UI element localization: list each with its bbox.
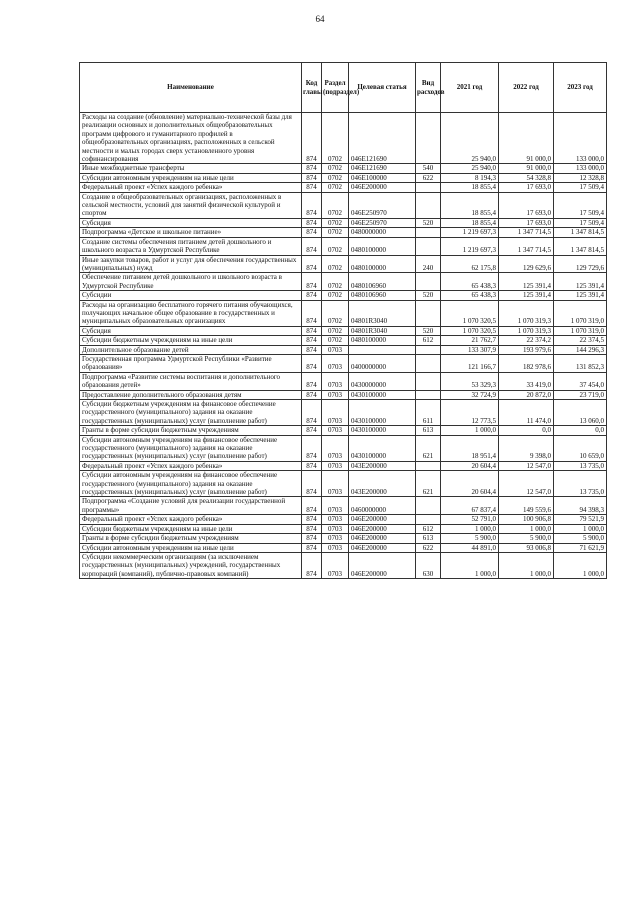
cell-vid: 520	[416, 326, 441, 335]
cell-glava: 874	[302, 255, 322, 273]
cell-glava: 874	[302, 435, 322, 461]
cell-vid	[416, 345, 441, 354]
cell-glava: 874	[302, 192, 322, 218]
cell-statya: 04801R3040	[349, 300, 416, 326]
cell-2023: 1 000,0	[554, 552, 607, 578]
table-row	[80, 273, 607, 291]
cell-statya: 046E100000	[349, 173, 416, 182]
cell-name: Создание в общеобразовательных организациях, расположенных в сельской местности, условий для занятий физической культурой и спортом	[80, 192, 302, 218]
cell-statya: 043E200000	[349, 461, 416, 470]
cell-2021: 18 951,4	[441, 435, 499, 461]
cell-2022: 22 374,2	[499, 336, 554, 345]
cell-2021: 121 166,7	[441, 354, 499, 372]
cell-name: Субсидии автономным учреждениям на иные цели	[80, 543, 302, 552]
cell-2021: 5 900,0	[441, 534, 499, 543]
cell-razdel: 0703	[322, 345, 349, 354]
cell-razdel: 0702	[322, 183, 349, 192]
cell-statya: 046E121690	[349, 164, 416, 173]
cell-2023: 1 347 814,5	[554, 228, 607, 237]
cell-name: Субсидии некоммерческим организациям (за исключением государственных (муниципальных) учреждений, государственных корпораций (компаний), публично-правовых компаний)	[80, 552, 302, 578]
cell-statya: 046E200000	[349, 183, 416, 192]
cell-razdel: 0702	[322, 164, 349, 173]
table-row	[80, 164, 607, 173]
cell-vid: 520	[416, 291, 441, 300]
table-row	[80, 515, 607, 524]
cell-glava: 874	[302, 372, 322, 390]
cell-2022: 93 006,8	[499, 543, 554, 552]
cell-statya: 046E200000	[349, 515, 416, 524]
cell-name: Федеральный проект «Успех каждого ребенка»	[80, 183, 302, 192]
cell-2022: 1 000,0	[499, 524, 554, 533]
cell-glava: 874	[302, 515, 322, 524]
cell-2022: 1 000,0	[499, 552, 554, 578]
cell-glava: 874	[302, 497, 322, 515]
cell-2021: 1 000,0	[441, 524, 499, 533]
cell-2023: 13 735,0	[554, 461, 607, 470]
cell-glava: 874	[302, 173, 322, 182]
table-row	[80, 291, 607, 300]
cell-name: Подпрограмма «Детское и школьное питание»	[80, 228, 302, 237]
table-row	[80, 237, 607, 255]
table-row	[80, 471, 607, 497]
cell-glava: 874	[302, 113, 322, 164]
table-row	[80, 426, 607, 435]
cell-2023: 125 391,4	[554, 273, 607, 291]
cell-name: Субсидии автономным учреждениям на иные цели	[80, 173, 302, 182]
cell-glava: 874	[302, 300, 322, 326]
table-row	[80, 113, 607, 164]
cell-name: Иные закупки товаров, работ и услуг для обеспечения государственных (муниципальных) нужд	[80, 255, 302, 273]
cell-razdel: 0703	[322, 461, 349, 470]
table-row	[80, 552, 607, 578]
cell-vid	[416, 273, 441, 291]
cell-glava: 874	[302, 390, 322, 399]
cell-2023: 144 296,3	[554, 345, 607, 354]
table-row	[80, 354, 607, 372]
cell-name: Субсидии бюджетным учреждениям на иные цели	[80, 524, 302, 533]
cell-2022: 17 693,0	[499, 218, 554, 227]
cell-vid: 621	[416, 435, 441, 461]
cell-2022: 1 347 714,5	[499, 228, 554, 237]
cell-razdel: 0703	[322, 400, 349, 426]
cell-statya	[349, 345, 416, 354]
cell-statya: 0430100000	[349, 426, 416, 435]
cell-2022: 20 872,0	[499, 390, 554, 399]
cell-2022: 17 693,0	[499, 183, 554, 192]
cell-name: Государственная программа Удмуртской Республики «Развитие образования»	[80, 354, 302, 372]
cell-statya: 043E200000	[349, 471, 416, 497]
cell-2023: 22 374,5	[554, 336, 607, 345]
cell-statya: 0480000000	[349, 228, 416, 237]
cell-razdel: 0702	[322, 113, 349, 164]
cell-statya: 0400000000	[349, 354, 416, 372]
cell-2021: 53 329,3	[441, 372, 499, 390]
cell-razdel: 0702	[322, 218, 349, 227]
table-row	[80, 228, 607, 237]
cell-vid	[416, 192, 441, 218]
cell-glava: 874	[302, 273, 322, 291]
cell-statya: 046E200000	[349, 543, 416, 552]
cell-2021: 44 891,0	[441, 543, 499, 552]
cell-2021: 65 438,3	[441, 273, 499, 291]
cell-statya: 0480106960	[349, 273, 416, 291]
cell-2021: 8 194,3	[441, 173, 499, 182]
cell-glava: 874	[302, 534, 322, 543]
table-row	[80, 183, 607, 192]
cell-razdel: 0702	[322, 237, 349, 255]
cell-vid: 612	[416, 336, 441, 345]
cell-2021: 62 175,8	[441, 255, 499, 273]
cell-2021: 18 855,4	[441, 192, 499, 218]
cell-name: Предоставление дополнительного образования детям	[80, 390, 302, 399]
table-body	[80, 113, 607, 579]
cell-statya: 046E250970	[349, 192, 416, 218]
cell-vid	[416, 183, 441, 192]
cell-razdel: 0703	[322, 524, 349, 533]
cell-2022: 12 547,0	[499, 471, 554, 497]
cell-glava: 874	[302, 237, 322, 255]
cell-2021: 1 070 320,5	[441, 300, 499, 326]
cell-vid	[416, 300, 441, 326]
table-row	[80, 435, 607, 461]
cell-statya: 0480100000	[349, 237, 416, 255]
cell-2022: 1 070 319,3	[499, 300, 554, 326]
cell-vid	[416, 497, 441, 515]
cell-statya: 0430100000	[349, 435, 416, 461]
table-header	[80, 63, 607, 113]
cell-statya: 0480100000	[349, 336, 416, 345]
cell-name: Субсидия	[80, 326, 302, 335]
cell-statya: 046E250970	[349, 218, 416, 227]
cell-vid: 613	[416, 426, 441, 435]
cell-vid	[416, 515, 441, 524]
col-header-statya: Целевая статья	[349, 63, 416, 113]
cell-razdel: 0703	[322, 534, 349, 543]
cell-razdel: 0702	[322, 326, 349, 335]
cell-vid: 613	[416, 534, 441, 543]
cell-2021: 12 773,5	[441, 400, 499, 426]
table-row	[80, 345, 607, 354]
cell-2022: 129 629,6	[499, 255, 554, 273]
cell-2022: 100 906,8	[499, 515, 554, 524]
cell-statya: 046E200000	[349, 552, 416, 578]
cell-2021: 1 219 697,3	[441, 228, 499, 237]
col-header-2022: 2022 год	[499, 63, 554, 113]
header-row	[80, 63, 607, 113]
cell-2021: 133 307,9	[441, 345, 499, 354]
cell-2023: 94 398,3	[554, 497, 607, 515]
cell-2021: 1 219 697,3	[441, 237, 499, 255]
cell-vid: 612	[416, 524, 441, 533]
cell-glava: 874	[302, 164, 322, 173]
cell-statya: 046E121690	[349, 113, 416, 164]
cell-statya: 046E200000	[349, 534, 416, 543]
cell-statya: 0430000000	[349, 372, 416, 390]
cell-glava: 874	[302, 543, 322, 552]
cell-razdel: 0702	[322, 192, 349, 218]
cell-glava: 874	[302, 471, 322, 497]
cell-2022: 9 398,0	[499, 435, 554, 461]
cell-glava: 874	[302, 400, 322, 426]
cell-razdel: 0703	[322, 354, 349, 372]
cell-glava: 874	[302, 426, 322, 435]
col-header-vid: Вид расходов	[416, 63, 441, 113]
cell-2022: 125 391,4	[499, 291, 554, 300]
cell-statya: 04801R3040	[349, 326, 416, 335]
cell-statya: 0430100000	[349, 400, 416, 426]
cell-2021: 18 855,4	[441, 183, 499, 192]
cell-2021: 1 070 320,5	[441, 326, 499, 335]
cell-razdel: 0703	[322, 471, 349, 497]
col-header-2021: 2021 год	[441, 63, 499, 113]
cell-2023: 0,0	[554, 426, 607, 435]
cell-razdel: 0702	[322, 336, 349, 345]
table-row	[80, 326, 607, 335]
cell-vid	[416, 237, 441, 255]
cell-2021: 1 000,0	[441, 426, 499, 435]
cell-vid	[416, 354, 441, 372]
cell-name: Дополнительное образование детей	[80, 345, 302, 354]
table-row	[80, 543, 607, 552]
cell-razdel: 0703	[322, 515, 349, 524]
cell-2022: 91 000,0	[499, 113, 554, 164]
cell-name: Обеспечение питанием детей дошкольного и школьного возраста в Удмуртской Республике	[80, 273, 302, 291]
cell-vid	[416, 390, 441, 399]
cell-razdel: 0703	[322, 426, 349, 435]
cell-2021: 21 762,7	[441, 336, 499, 345]
cell-name: Субсидии бюджетным учреждениям на финансовое обеспечение государственного (муниципального) задания на оказание государственных (муниципальных) услуг (выполнение работ)	[80, 400, 302, 426]
cell-glava: 874	[302, 228, 322, 237]
cell-2021: 67 837,4	[441, 497, 499, 515]
cell-razdel: 0703	[322, 497, 349, 515]
cell-name: Иные межбюджетные трансферты	[80, 164, 302, 173]
cell-vid: 622	[416, 173, 441, 182]
cell-name: Создание системы обеспечения питанием детей дошкольного и школьного возраста в Удмуртской Республике	[80, 237, 302, 255]
cell-vid: 540	[416, 164, 441, 173]
cell-2022: 5 900,0	[499, 534, 554, 543]
cell-2022: 125 391,4	[499, 273, 554, 291]
cell-glava: 874	[302, 461, 322, 470]
col-header-name: Наименование	[80, 63, 302, 113]
cell-2023: 129 729,6	[554, 255, 607, 273]
cell-2023: 12 328,8	[554, 173, 607, 182]
cell-glava: 874	[302, 354, 322, 372]
cell-2021: 32 724,9	[441, 390, 499, 399]
cell-glava: 874	[302, 336, 322, 345]
cell-name: Подпрограмма «Развитие системы воспитания и дополнительного образования детей»	[80, 372, 302, 390]
cell-2023: 1 070 319,0	[554, 326, 607, 335]
cell-2022: 1 070 319,3	[499, 326, 554, 335]
budget-table	[79, 62, 607, 579]
cell-glava: 874	[302, 552, 322, 578]
cell-2023: 37 454,0	[554, 372, 607, 390]
table-row	[80, 461, 607, 470]
cell-glava: 874	[302, 183, 322, 192]
cell-name: Субсидии бюджетным учреждениям на иные цели	[80, 336, 302, 345]
cell-vid: 611	[416, 400, 441, 426]
cell-glava: 874	[302, 524, 322, 533]
cell-2021: 25 940,0	[441, 164, 499, 173]
cell-2022: 91 000,0	[499, 164, 554, 173]
table-row	[80, 336, 607, 345]
cell-2022: 54 328,8	[499, 173, 554, 182]
cell-2021: 20 604,4	[441, 461, 499, 470]
cell-2021: 1 000,0	[441, 552, 499, 578]
cell-name: Гранты в форме субсидии бюджетным учреждениям	[80, 426, 302, 435]
cell-2022: 182 978,6	[499, 354, 554, 372]
cell-2022: 17 693,0	[499, 192, 554, 218]
cell-2023: 71 621,9	[554, 543, 607, 552]
cell-2023: 10 659,0	[554, 435, 607, 461]
cell-name: Федеральный проект «Успех каждого ребенка»	[80, 515, 302, 524]
cell-vid	[416, 113, 441, 164]
cell-2021: 65 438,3	[441, 291, 499, 300]
cell-2023: 13 735,0	[554, 471, 607, 497]
cell-2021: 18 855,4	[441, 218, 499, 227]
table-row	[80, 534, 607, 543]
cell-vid	[416, 228, 441, 237]
cell-2023: 17 509,4	[554, 192, 607, 218]
cell-name: Субсидии автономным учреждениям на финансовое обеспечение государственного (муниципального) задания на оказание государственных (муниципальных) услуг (выполнение работ)	[80, 471, 302, 497]
cell-statya: 046E200000	[349, 524, 416, 533]
cell-2023: 131 852,3	[554, 354, 607, 372]
cell-2023: 1 070 319,0	[554, 300, 607, 326]
table-row	[80, 400, 607, 426]
cell-razdel: 0702	[322, 228, 349, 237]
table-row	[80, 497, 607, 515]
col-header-glava: Код главы	[302, 63, 322, 113]
cell-glava: 874	[302, 345, 322, 354]
cell-glava: 874	[302, 326, 322, 335]
cell-razdel: 0702	[322, 273, 349, 291]
cell-2023: 1 347 814,5	[554, 237, 607, 255]
cell-vid: 630	[416, 552, 441, 578]
cell-name: Подпрограмма «Создание условий для реализации государственной программы»	[80, 497, 302, 515]
cell-2022: 33 419,0	[499, 372, 554, 390]
col-header-2023: 2023 год	[554, 63, 607, 113]
page-number: 64	[315, 14, 325, 24]
cell-2023: 125 391,4	[554, 291, 607, 300]
cell-name: Федеральный проект «Успех каждого ребенка»	[80, 461, 302, 470]
cell-vid: 622	[416, 543, 441, 552]
table-row	[80, 218, 607, 227]
cell-vid: 240	[416, 255, 441, 273]
cell-razdel: 0702	[322, 300, 349, 326]
cell-statya: 0460000000	[349, 497, 416, 515]
cell-2022: 149 559,6	[499, 497, 554, 515]
cell-vid	[416, 372, 441, 390]
cell-vid: 621	[416, 471, 441, 497]
cell-2022: 11 474,0	[499, 400, 554, 426]
cell-2023: 17 509,4	[554, 183, 607, 192]
table-row	[80, 390, 607, 399]
cell-2022: 12 547,0	[499, 461, 554, 470]
cell-2023: 17 509,4	[554, 218, 607, 227]
table-row	[80, 173, 607, 182]
cell-razdel: 0702	[322, 255, 349, 273]
cell-2021: 52 791,0	[441, 515, 499, 524]
cell-2023: 23 719,0	[554, 390, 607, 399]
cell-razdel: 0703	[322, 372, 349, 390]
cell-statya: 0480106960	[349, 291, 416, 300]
cell-vid	[416, 461, 441, 470]
cell-2023: 133 000,0	[554, 164, 607, 173]
cell-name: Субсидии автономным учреждениям на финансовое обеспечение государственного (муниципального) задания на оказание государственных (муниципальных) услуг (выполнение работ)	[80, 435, 302, 461]
cell-2022: 1 347 714,5	[499, 237, 554, 255]
table-row	[80, 300, 607, 326]
cell-2021: 25 940,0	[441, 113, 499, 164]
table-row	[80, 372, 607, 390]
cell-vid: 520	[416, 218, 441, 227]
cell-name: Расходы на организацию бесплатного горячего питания обучающихся, получающих начальное общее образование в государственных и муниципальных образовательных организациях	[80, 300, 302, 326]
cell-2022: 0,0	[499, 426, 554, 435]
cell-name: Субсидия	[80, 218, 302, 227]
cell-razdel: 0703	[322, 543, 349, 552]
cell-razdel: 0703	[322, 390, 349, 399]
table-row	[80, 192, 607, 218]
cell-2023: 1 000,0	[554, 524, 607, 533]
cell-razdel: 0702	[322, 291, 349, 300]
cell-2021: 20 604,4	[441, 471, 499, 497]
cell-statya: 0430100000	[349, 390, 416, 399]
cell-2022: 193 979,6	[499, 345, 554, 354]
cell-2023: 5 900,0	[554, 534, 607, 543]
cell-name: Субсидии	[80, 291, 302, 300]
cell-razdel: 0703	[322, 435, 349, 461]
cell-2023: 13 060,0	[554, 400, 607, 426]
cell-glava: 874	[302, 291, 322, 300]
cell-razdel: 0703	[322, 552, 349, 578]
col-header-razdel: Раздел (подраздел)	[322, 63, 349, 113]
cell-name: Гранты в форме субсидии бюджетным учреждениям	[80, 534, 302, 543]
cell-2023: 79 521,9	[554, 515, 607, 524]
table-row	[80, 524, 607, 533]
cell-razdel: 0702	[322, 173, 349, 182]
table-row	[80, 255, 607, 273]
cell-name: Расходы на создание (обновление) материально-технической базы для реализации основных и дополнительных общеобразовательных программ цифрового и гуманитарного профилей в общеобразовательных организациях, расположенных в сельской местности и малых городах сверх установленного уровня софинансирования	[80, 113, 302, 164]
cell-2023: 133 000,0	[554, 113, 607, 164]
cell-statya: 0480100000	[349, 255, 416, 273]
cell-glava: 874	[302, 218, 322, 227]
